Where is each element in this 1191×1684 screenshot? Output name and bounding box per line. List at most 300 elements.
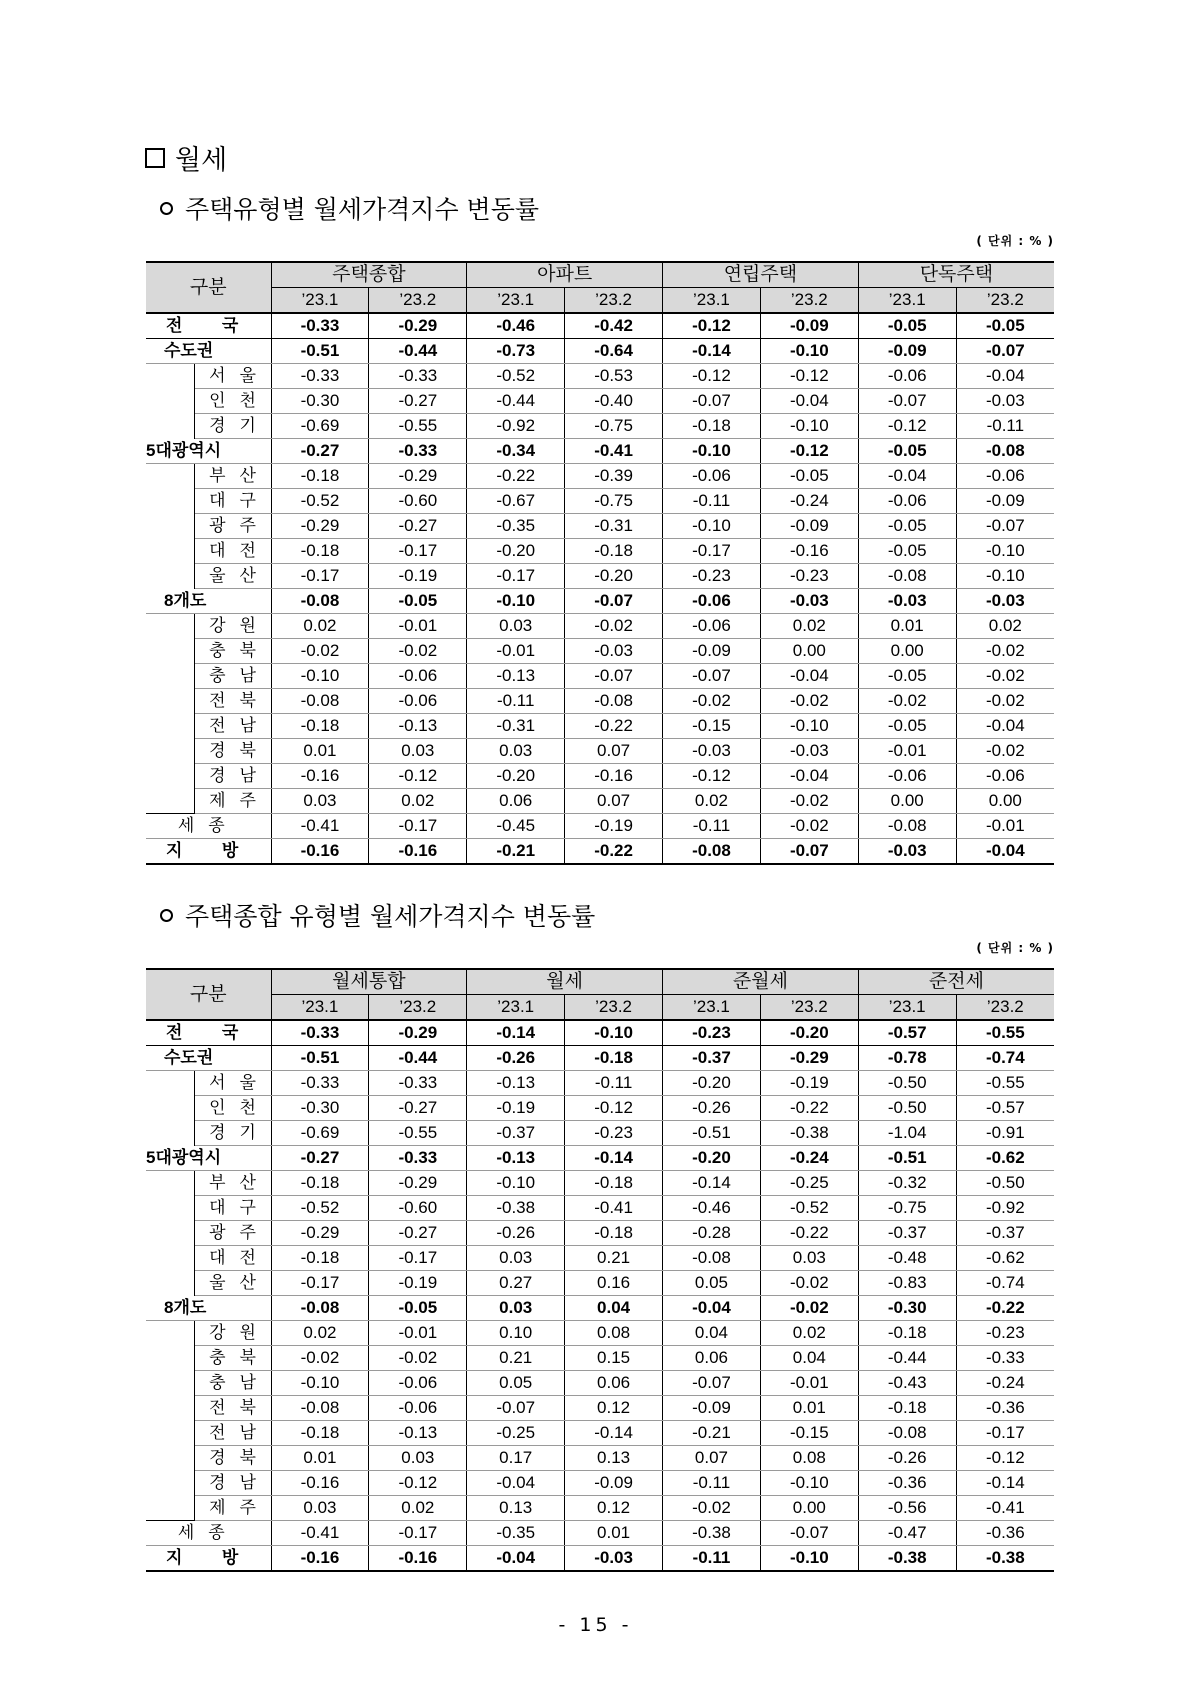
value-cell: -0.20 [467,764,565,789]
value-cell: -0.06 [956,464,1054,489]
value-cell: -0.19 [565,814,663,839]
value-cell: 0.10 [467,1321,565,1346]
value-cell: -0.19 [369,564,467,589]
value-cell: -0.11 [663,1471,761,1496]
value-cell: -0.17 [271,564,369,589]
period-header: ’23.2 [760,995,858,1021]
value-cell: 0.01 [271,739,369,764]
value-cell: -0.10 [956,564,1054,589]
table-row [146,1496,1054,1521]
value-cell: -0.07 [663,1371,761,1396]
table1-title: 주택유형별 월세가격지수 변동률 [185,195,539,224]
value-cell: -0.21 [467,839,565,865]
value-cell: 0.05 [663,1271,761,1296]
value-cell: -0.14 [663,339,761,364]
value-cell: -0.10 [956,539,1054,564]
value-cell: -0.02 [663,1496,761,1521]
value-cell: -0.22 [565,714,663,739]
value-cell: -0.44 [369,1046,467,1071]
table-row [146,639,1054,664]
value-cell: -0.30 [271,389,369,414]
value-cell: -0.17 [369,1246,467,1271]
value-cell: -0.07 [565,664,663,689]
value-cell: -0.60 [369,489,467,514]
value-cell: -0.42 [565,313,663,339]
indent-cell [146,639,194,664]
value-cell: 0.03 [467,1246,565,1271]
value-cell: -0.08 [271,689,369,714]
table-row [146,1121,1054,1146]
value-cell: -0.18 [663,414,761,439]
value-cell: -0.16 [271,764,369,789]
row-label: 전남 [194,714,271,739]
table-row [146,313,1054,339]
value-cell: 0.03 [369,1446,467,1471]
indent-cell [146,714,194,739]
value-cell: -0.06 [663,614,761,639]
value-cell: -0.16 [271,1546,369,1572]
value-cell: -0.10 [663,439,761,464]
value-cell: -0.04 [956,839,1054,865]
value-cell: -0.27 [271,1146,369,1171]
value-cell: -0.10 [565,1020,663,1046]
value-cell: -0.08 [271,1396,369,1421]
value-cell: 0.02 [760,614,858,639]
table-row [146,1371,1054,1396]
table2-heading [160,897,595,933]
value-cell: 0.21 [565,1246,663,1271]
value-cell: -0.06 [663,589,761,614]
table-row [146,1396,1054,1421]
value-cell: -0.44 [858,1346,956,1371]
value-cell: -0.34 [467,439,565,464]
value-cell: -0.38 [663,1521,761,1546]
value-cell: -0.10 [663,514,761,539]
indent-cell [146,1071,194,1096]
value-cell: -0.33 [369,439,467,464]
value-cell: -0.18 [565,1221,663,1246]
value-cell: 0.01 [565,1521,663,1546]
value-cell: -0.33 [369,1146,467,1171]
value-cell: -0.62 [956,1146,1054,1171]
value-cell: -0.28 [663,1221,761,1246]
table-row [146,389,1054,414]
group-header: 단독주택 [858,262,1054,288]
row-label: 전 국 [146,1020,271,1046]
row-label: 수도권 [146,339,271,364]
rent-index-by-housing-type-table [146,261,1054,865]
table-row [146,1071,1054,1096]
indent-cell [146,1346,194,1371]
value-cell: -0.26 [858,1446,956,1471]
period-header: ’23.2 [369,995,467,1021]
value-cell: -0.05 [369,1296,467,1321]
value-cell: -0.04 [760,389,858,414]
indent-cell [146,1396,194,1421]
value-cell: -0.51 [858,1146,956,1171]
value-cell: -0.19 [760,1071,858,1096]
value-cell: -0.29 [369,1171,467,1196]
value-cell: -0.57 [956,1096,1054,1121]
value-cell: -0.37 [858,1221,956,1246]
value-cell: 0.13 [565,1446,663,1471]
value-cell: -0.06 [369,1396,467,1421]
value-cell: -0.08 [271,589,369,614]
row-label: 경북 [194,1446,271,1471]
corner-header: 구분 [146,969,271,1020]
table1-heading [160,190,539,226]
value-cell: -0.16 [760,539,858,564]
row-label: 부산 [194,464,271,489]
value-cell: -0.33 [956,1346,1054,1371]
indent-cell [146,1196,194,1221]
value-cell: -0.11 [565,1071,663,1096]
page-number: - 15 - [558,1614,633,1636]
table2-unit: ( 단위 : % ) [976,941,1054,955]
value-cell: 0.00 [760,1496,858,1521]
value-cell: -0.55 [956,1020,1054,1046]
value-cell: -0.13 [467,1146,565,1171]
value-cell: -0.19 [369,1271,467,1296]
value-cell: -0.17 [663,539,761,564]
value-cell: -0.02 [956,739,1054,764]
indent-cell [146,689,194,714]
value-cell: -0.18 [565,1046,663,1071]
value-cell: 0.04 [565,1296,663,1321]
table-row [146,614,1054,639]
value-cell: -0.04 [956,364,1054,389]
value-cell: -0.52 [271,1196,369,1221]
value-cell: -0.10 [467,1171,565,1196]
value-cell: -0.04 [956,714,1054,739]
table-row [146,439,1054,464]
value-cell: -0.75 [858,1196,956,1221]
circle-bullet-icon [160,202,173,215]
table2-title: 주택종합 유형별 월세가격지수 변동률 [185,902,596,931]
indent-cell [146,1271,194,1296]
value-cell: -0.56 [858,1496,956,1521]
period-header: ’23.2 [565,288,663,314]
value-cell: 0.00 [858,789,956,814]
section-heading [145,138,227,177]
value-cell: -0.20 [760,1020,858,1046]
value-cell: 0.06 [467,789,565,814]
value-cell: -0.03 [956,389,1054,414]
indent-cell [146,464,194,489]
value-cell: -0.10 [760,1471,858,1496]
value-cell: -0.10 [271,664,369,689]
value-cell: -0.11 [663,1546,761,1572]
value-cell: -0.12 [956,1446,1054,1471]
value-cell: -0.24 [760,1146,858,1171]
row-label: 경남 [194,1471,271,1496]
value-cell: -0.09 [956,489,1054,514]
value-cell: -0.12 [663,364,761,389]
indent-cell [146,764,194,789]
value-cell: -0.12 [858,414,956,439]
row-label: 강원 [194,614,271,639]
row-label: 광주 [194,1221,271,1246]
value-cell: -0.02 [858,689,956,714]
indent-cell [146,1471,194,1496]
value-cell: -0.22 [760,1096,858,1121]
value-cell: -0.50 [956,1171,1054,1196]
value-cell: -0.44 [369,339,467,364]
value-cell: -0.51 [271,339,369,364]
value-cell: -0.13 [369,1421,467,1446]
value-cell: -0.16 [271,839,369,865]
value-cell: 0.07 [663,1446,761,1471]
value-cell: -0.55 [369,414,467,439]
value-cell: -0.47 [858,1521,956,1546]
table-row [146,789,1054,814]
row-label: 울산 [194,1271,271,1296]
value-cell: 0.01 [760,1396,858,1421]
value-cell: -0.16 [565,764,663,789]
value-cell: -0.36 [956,1521,1054,1546]
row-label: 광주 [194,514,271,539]
value-cell: -0.21 [663,1421,761,1446]
table-row [146,1146,1054,1171]
corner-header: 구분 [146,262,271,313]
row-label: 경기 [194,1121,271,1146]
value-cell: -0.17 [956,1421,1054,1446]
value-cell: -0.07 [858,389,956,414]
period-header: ’23.2 [956,995,1054,1021]
value-cell: -0.27 [271,439,369,464]
value-cell: 0.27 [467,1271,565,1296]
value-cell: -0.12 [663,313,761,339]
row-label: 8개도 [146,1296,271,1321]
row-label: 충남 [194,1371,271,1396]
indent-cell [146,414,194,439]
value-cell: -0.46 [663,1196,761,1221]
row-label: 서울 [194,364,271,389]
value-cell: -0.53 [565,364,663,389]
value-cell: -0.18 [271,464,369,489]
value-cell: -0.57 [858,1020,956,1046]
value-cell: -0.24 [760,489,858,514]
value-cell: -0.06 [858,364,956,389]
value-cell: -0.17 [369,1521,467,1546]
table-row [146,814,1054,839]
indent-cell [146,489,194,514]
value-cell: 0.07 [565,789,663,814]
value-cell: 0.04 [663,1321,761,1346]
value-cell: -0.27 [369,1221,467,1246]
value-cell: -0.02 [760,789,858,814]
table-row [146,1221,1054,1246]
value-cell: -0.13 [369,714,467,739]
value-cell: 0.00 [956,789,1054,814]
value-cell: -0.31 [565,514,663,539]
row-label: 부산 [194,1171,271,1196]
value-cell: -0.31 [467,714,565,739]
value-cell: -0.45 [467,814,565,839]
table-row [146,564,1054,589]
value-cell: -0.05 [956,313,1054,339]
value-cell: -0.23 [956,1321,1054,1346]
indent-cell [146,1371,194,1396]
value-cell: -0.04 [663,1296,761,1321]
indent-cell [146,1171,194,1196]
value-cell: -0.26 [467,1046,565,1071]
table-row [146,1446,1054,1471]
section-title: 월세 [175,145,228,176]
value-cell: -0.52 [467,364,565,389]
value-cell: -0.22 [956,1296,1054,1321]
row-label: 인천 [194,1096,271,1121]
value-cell: -0.52 [271,489,369,514]
value-cell: -0.14 [565,1421,663,1446]
value-cell: -0.18 [565,1171,663,1196]
value-cell: -0.62 [956,1246,1054,1271]
value-cell: -0.23 [663,1020,761,1046]
value-cell: 0.06 [663,1346,761,1371]
value-cell: -0.04 [858,464,956,489]
row-label: 8개도 [146,589,271,614]
value-cell: -0.02 [271,639,369,664]
value-cell: 0.03 [760,1246,858,1271]
value-cell: -0.41 [271,1521,369,1546]
value-cell: -0.40 [565,389,663,414]
table-row [146,714,1054,739]
value-cell: 0.12 [565,1496,663,1521]
value-cell: -0.50 [858,1096,956,1121]
period-header: ’23.1 [663,995,761,1021]
value-cell: -0.22 [467,464,565,489]
value-cell: 0.13 [467,1496,565,1521]
value-cell: -0.27 [369,389,467,414]
value-cell: -0.36 [858,1471,956,1496]
table-row [146,1521,1054,1546]
value-cell: -0.22 [565,839,663,865]
value-cell: -0.35 [467,1521,565,1546]
value-cell: 0.17 [467,1446,565,1471]
value-cell: -0.09 [858,339,956,364]
value-cell: -0.16 [369,1546,467,1572]
value-cell: -0.41 [565,439,663,464]
row-label: 지 방 [146,839,271,865]
row-label: 대전 [194,1246,271,1271]
value-cell: -0.05 [858,439,956,464]
period-header: ’23.2 [760,288,858,314]
value-cell: -0.41 [956,1496,1054,1521]
value-cell: -0.33 [369,1071,467,1096]
value-cell: -0.18 [858,1396,956,1421]
value-cell: -0.01 [858,739,956,764]
period-header: ’23.1 [271,995,369,1021]
value-cell: -0.01 [956,814,1054,839]
group-header: 준전세 [858,969,1054,995]
value-cell: -0.75 [565,414,663,439]
value-cell: -0.01 [369,614,467,639]
value-cell: -0.03 [663,739,761,764]
indent-cell [146,1446,194,1471]
row-label: 충북 [194,639,271,664]
value-cell: -0.18 [271,1171,369,1196]
value-cell: -0.20 [663,1146,761,1171]
value-cell: -0.05 [760,464,858,489]
value-cell: -0.51 [271,1046,369,1071]
row-label: 경기 [194,414,271,439]
value-cell: -0.29 [369,1020,467,1046]
value-cell: -0.18 [271,539,369,564]
value-cell: -0.14 [663,1171,761,1196]
circle-bullet-icon [160,909,173,922]
value-cell: -0.33 [271,1071,369,1096]
value-cell: -0.08 [858,1421,956,1446]
value-cell: -0.04 [467,1546,565,1572]
value-cell: -0.37 [663,1046,761,1071]
period-header: ’23.2 [369,288,467,314]
value-cell: -0.20 [663,1071,761,1096]
value-cell: -0.22 [760,1221,858,1246]
value-cell: -0.10 [760,1546,858,1572]
table-row [146,539,1054,564]
value-cell: -0.11 [467,689,565,714]
value-cell: 0.02 [271,1321,369,1346]
value-cell: -0.09 [760,514,858,539]
value-cell: -0.01 [467,639,565,664]
value-cell: -0.23 [565,1121,663,1146]
group-header: 월세 [467,969,663,995]
row-label: 충남 [194,664,271,689]
value-cell: -0.09 [565,1471,663,1496]
value-cell: -0.04 [760,764,858,789]
value-cell: 0.05 [467,1371,565,1396]
indent-cell [146,389,194,414]
row-label: 전북 [194,689,271,714]
value-cell: -0.60 [369,1196,467,1221]
value-cell: -0.92 [956,1196,1054,1221]
value-cell: 0.02 [369,1496,467,1521]
value-cell: -0.27 [369,1096,467,1121]
period-header: ’23.1 [467,995,565,1021]
value-cell: -0.05 [369,589,467,614]
table-row [146,1246,1054,1271]
value-cell: -0.33 [369,364,467,389]
value-cell: -0.02 [956,639,1054,664]
group-header: 월세통합 [271,969,467,995]
row-label: 전북 [194,1396,271,1421]
value-cell: -0.18 [565,539,663,564]
value-cell: -0.06 [663,464,761,489]
row-label: 5대광역시 [146,1146,271,1171]
value-cell: -0.46 [467,313,565,339]
value-cell: -0.24 [956,1371,1054,1396]
value-cell: 0.03 [467,1296,565,1321]
value-cell: -0.74 [956,1046,1054,1071]
value-cell: -0.38 [467,1196,565,1221]
value-cell: -0.18 [271,1421,369,1446]
value-cell: -0.69 [271,414,369,439]
table-row [146,1346,1054,1371]
row-label: 서울 [194,1071,271,1096]
period-header: ’23.1 [858,995,956,1021]
value-cell: -0.02 [369,639,467,664]
value-cell: 0.08 [565,1321,663,1346]
value-cell: -0.41 [565,1196,663,1221]
value-cell: -0.27 [369,514,467,539]
value-cell: -0.26 [663,1096,761,1121]
group-header: 아파트 [467,262,663,288]
table-row [146,589,1054,614]
value-cell: -0.91 [956,1121,1054,1146]
row-label: 제주 [194,789,271,814]
value-cell: 0.01 [271,1446,369,1471]
value-cell: -0.10 [271,1371,369,1396]
